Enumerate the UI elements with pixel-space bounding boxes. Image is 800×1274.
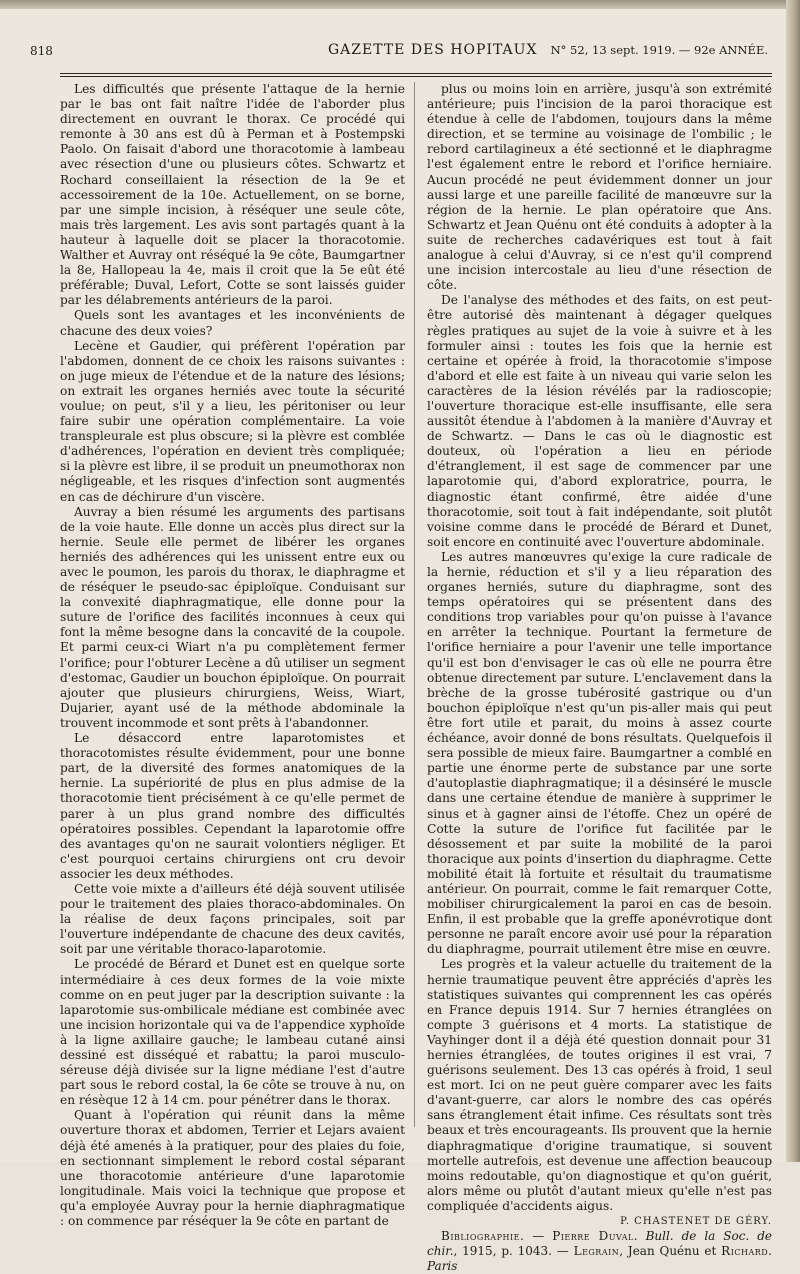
bibliography-text: , Jean Quénu et <box>619 1244 722 1259</box>
header-rule <box>60 73 772 77</box>
paragraph: Le désaccord entre laparotomistes et thoracotomistes résulte évidemment, pour une bonne part, de la diversité des formes anatomiques de la hernie. La supériorité de plus en plus admise de la thoracotomie tient précisément à ce qu'elle permet de parer à un plus grand nombre des difficultés opératoires possibles. Cependant la laparotomie offre des avantages qu'on ne saurait volontiers négliger. Et c'est pourquoi certains chirurgiens ont cru devoir associer les deux méthodes. <box>60 731 405 881</box>
paragraph: Le procédé de Bérard et Dunet est en quelque sorte intermédiaire à ces deux formes de la voie mixte comme on en peut juger par la description suivante : la laparotomie sus-ombilicale médiane est combinée avec une incision horizontale qui va de l'appendice xyphoïde à la ligne axillaire gauche; le lambeau cutané ainsi dessiné est disséqué et rabattu; la paroi musculo-séreuse déjà divisée sur la ligne médiane l'est d'autre part sous le rebord costal, la 6e côte se trouve à nu, on en résèque 12 à 14 cm. pour pénétrer dans le thorax. <box>60 957 405 1108</box>
paragraph: Lecène et Gaudier, qui préfèrent l'opération par l'abdomen, donnent de ce choix les raisons suivantes : on juge mieux de l'étendue et de la nature des lésions; on extrait les organes herniés avec toute la sécurité voulue; on peut, s'il y a lieu, les péritoniser ou leur faire subir une opération complémentaire. La voie transpleurale est plus obscure; si la plèvre est comblée d'adhérences, l'opération en devient très compliquée; si la plèvre est libre, il se produit un pneumothorax non négligeable, et les risques d'infection sont augmentés en cas de déchirure d'un viscère. <box>60 338 405 504</box>
page-number: 818 <box>30 44 53 58</box>
binding-edge <box>786 0 800 1162</box>
bibliography-source: Paris <box>427 1259 458 1274</box>
left-column <box>60 82 405 1229</box>
column-divider <box>414 82 415 1127</box>
paragraph: plus ou moins loin en arrière, jusqu'à son extrémité antérieure; puis l'incision de la paroi thoracique est étendue à celle de l'abdomen, toujours dans la même direction, et se termine au voisinage de l'ombilic ; le rebord cartilagineux a été sectionné et le diaphragme l'est également entre le rebord et l'orifice herniaire. Aucun procédé ne peut évidemment donner un jour aussi large et une pareille facilité de manœuvre sur la région de la hernie. Le plan opératoire que Ans. Schwartz et Jean Quénu ont été conduits à adopter à la suite de recherches cadavériques est tout à fait analogue à celui d'Auvray, si ce n'est qu'il comprend une incision intercostale au lieu d'une résection de côte. <box>427 82 772 293</box>
paragraph: Les progrès et la valeur actuelle du traitement de la hernie traumatique peuvent être appréciés d'après les statistiques suivantes qui comprennent les cas opérés en France depuis 1914. Sur 7 hernies étranglées on compte 3 guérisons et 4 morts. La statistique de Vayhinger dont il a déjà été question donnait pour 31 hernies étranglées, de toutes origines il est vrai, 7 guérisons seulement. Des 13 cas opérés à froid, 1 seul est mort. Ici on ne peut guère comparer avec les faits d'avant-guerre, car alors le nombre des cas opérés sans étranglement était infime. Ces résultats sont très beaux et très encourageants. Ils prouvent que la hernie diaphragmatique d'origine traumatique, si souvent mortelle autrefois, est devenue une affection beaucoup moins redoutable, qu'on diagnostique et qu'on guérit, alors même ou plutôt d'autant mieux qu'elle n'est pas compliquée d'accidents aigus. <box>427 957 772 1213</box>
bibliography-author: Pierre Duval <box>552 1229 634 1244</box>
bibliography-source: Bull. de la Soc. de chir. <box>427 1229 772 1259</box>
bibliography-text: . <box>768 1244 772 1259</box>
paragraph: Auvray a bien résumé les arguments des partisans de la voie haute. Elle donne un accès plus direct sur la hernie. Seule elle permet de libérer les organes herniés des adhérences qui les unissent entre eux ou avec le poumon, les parois du thorax, le diaphragme et de réséquer le pseudo-sac épiploïque. Conduisant sur la convexité diaphragmatique, elle donne pour la suture de l'orifice des facilités inconnues à ceux qui font la même besogne dans la concavité de la coupole. Et parmi ceux-ci Wiart n'a pu complètement fermer l'orifice; pour l'obturer Lecène a dû utiliser un segment d'estomac, Gaudier un bouchon épiploïque. On pourrait ajouter que plusieurs chirurgiens, Weiss, Wiart, Dujarier, ayant usé de la méthode abdominale la trouvent incommode et sont prêts à l'abandonner. <box>60 504 405 730</box>
paragraph: Les difficultés que présente l'attaque de la hernie par le bas ont fait naître l'idée de l'aborder plus directement en ouvrant le thorax. Ce procédé qui remonte à 30 ans est dû à Perman et à Postempski Paolo. On faisait d'abord une thoracotomie à lambeau avec résection d'une ou plusieurs côtes. Schwartz et Rochard conseillaient la résection de la 9e et accessoirement de la 10e. Actuellement, on se borne, par une simple incision, à réséquer une seule côte, mais très largement. Les avis sont partagés quant à la hauteur à laquelle doit se placer la thoracotomie. Walther et Auvray ont réséqué la 9e côte, Baumgartner la 8e, Hallopeau la 4e, mais il croit que la 5e eût été préférable; Duval, Lefort, Cotte se sont laissés guider par les délabrements antérieurs de la paroi. <box>60 82 405 308</box>
right-column <box>427 82 772 1274</box>
author-signature: P. CHASTENET DE GÉRY. <box>620 1216 772 1228</box>
bibliography-text: , 1915, p. 1043. — <box>453 1244 574 1259</box>
page-header <box>30 40 772 66</box>
paragraph: Cette voie mixte a d'ailleurs été déjà souvent utilisée pour le traitement des plaies thoraco-abdominales. On la réalise de deux façons principales, soit par l'ouverture indépendante de chacune des deux cavités, soit par une véritable thoraco-laparotomie. <box>60 881 405 957</box>
bibliography-author: Legrain <box>573 1244 620 1259</box>
paragraph: Quant à l'opération qui réunit dans la même ouverture thorax et abdomen, Terrier et Lejars avaient déjà été amenés à la pratiquer, pour des plaies du foie, en sectionnant simplement le rebord costal séparant une thoracotomie antérieure d'une laparotomie longitudinale. Mais voici la technique que propose et qu'a employée Auvray pour la hernie diaphragmatique : on commence par réséquer la 9e côte en partant de <box>60 1108 405 1229</box>
bibliography <box>427 1229 772 1274</box>
paragraph: Quels sont les avantages et les inconvénients de chacune des deux voies? <box>60 308 405 338</box>
bibliography-label: Bibliographie. <box>441 1229 525 1244</box>
bibliography-author: Richard <box>721 1244 769 1259</box>
paragraph: Les autres manœuvres qu'exige la cure radicale de la hernie, réduction et s'il y a lieu réparation des organes herniés, suture du diaphragme, sont des temps opératoires qui se présentent dans des conditions trop variables pour qu'on puisse à l'avance en arrêter la technique. Pourtant la fermeture de l'orifice herniaire a pour l'avenir une telle importance qu'il est bon d'envisager le cas où elle ne pourra être obtenue directement par suture. L'enclavement dans la brèche de la grosse tubérosité gastrique ou d'un bouchon épiploïque n'est qu'un pis-aller mais qui peut être fort utile et parait, du moins à assez courte échéance, avoir donné de bons résultats. Quelquefois il sera possible de mieux faire. Baumgartner a comblé en partie une énorme perte de substance par une sorte d'autoplastie diaphragmatique; il a désinséré le muscle dans une certaine étendue de manière à supprimer le sinus et à gagner ainsi de l'étoffe. Chez un opéré de Cotte la suture de l'orifice fut facilitée par le désossement et par suite la mobilité de la paroi thoracique aux points d'insertion du diaphragme. Cette mobilité était là fortuite et résultait du traumatisme antérieur. On pourrait, comme le fait remarquer Cotte, mobiliser chirurgicalement la paroi en cas de besoin. Enfin, il est probable que la greffe aponévrotique dont personne ne paraît encore avoir usé pour la réparation du diaphragme, pourrait utilement être mise en œuvre. <box>427 549 772 957</box>
bibliography-text: . <box>633 1229 646 1244</box>
bibliography-text: — <box>524 1229 553 1244</box>
journal-title: GAZETTE DES HOPITAUX <box>328 42 538 58</box>
page-top-edge <box>0 0 786 9</box>
issue-info: N° 52, 13 sept. 1919. — 92e ANNÉE. <box>550 43 768 57</box>
paragraph: De l'analyse des méthodes et des faits, on est peut-être autorisé dès maintenant à dégager quelques règles pratiques au sujet de la voie à suivre et à les formuler ainsi : toutes les fois que la hernie est certaine et opérée à froid, la thoracotomie s'impose d'abord et elle est faite à un niveau qui varie selon les caractères de la lésion révélés par la radioscopie; l'ouverture thoracique est-elle insuffisante, elle sera aussitôt étendue à l'abdomen à la manière d'Auvray et de Schwartz. — Dans le cas où le diagnostic est douteux, où l'opération a lieu en période d'étranglement, il est sage de commencer par une laparotomie qui, d'abord exploratrice, pourra, le diagnostic étant confirmé, être aidée d'une thoracotomie, soit tout à fait indépendante, soit plutôt voisine comme dans le procédé de Bérard et Dunet, soit encore en continuité avec l'ouverture abdominale. <box>427 293 772 549</box>
